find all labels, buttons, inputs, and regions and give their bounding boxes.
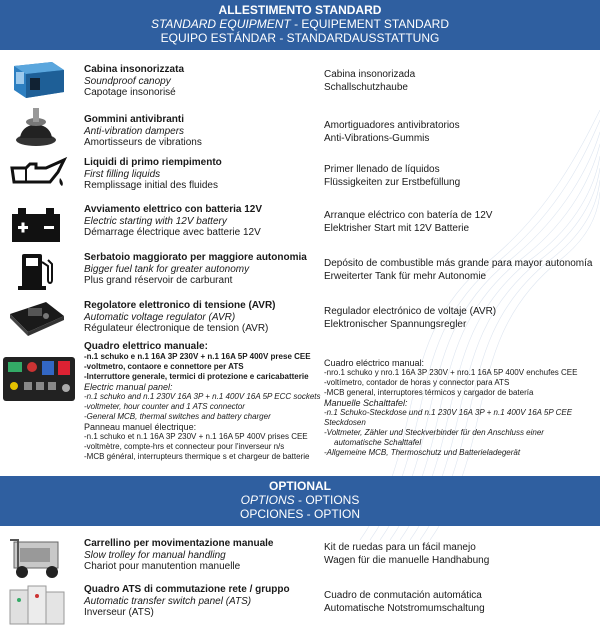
item-it: Liquidi di primo riempimento <box>84 157 222 168</box>
panel-it-title: Quadro elettrico manuale: <box>84 341 208 352</box>
avr-board-icon <box>6 296 68 342</box>
item-es: Regulador electrónico de voltaje (AVR) <box>324 306 497 317</box>
optional-header <box>0 476 600 526</box>
option-es: Cuadro de conmutación automática <box>324 590 482 601</box>
panel-es-line: -voltímetro, contador de horas y connector para ATS <box>324 378 510 387</box>
control-panel-icon <box>2 356 76 402</box>
item-es: Primer llenado de líquidos <box>324 164 440 175</box>
item-fr: Capotage insonorisé <box>84 87 176 98</box>
panel-en-title: Electric manual panel: <box>84 382 173 392</box>
item-fr: Amortisseurs de vibrations <box>84 137 202 148</box>
option-de: Wagen für die manuelle Handhabung <box>324 554 490 566</box>
option-de: Automatische Notstromumschaltung <box>324 602 485 614</box>
item-de: Elektronischer Spannungsregler <box>324 318 467 330</box>
item-it: Regolatore elettronico di tensione (AVR) <box>84 300 276 311</box>
item-it: Gommini antivibranti <box>84 114 185 125</box>
panel-it-line: -voltmetro, contaore e connettore per ATS <box>84 362 244 371</box>
item-fr: Remplissage initial des fluides <box>84 180 218 191</box>
battery-icon <box>6 204 68 244</box>
item-en: Bigger fuel tank for greater autonomy <box>84 263 250 275</box>
option-it: Carrellino per movimentazione manuale <box>84 538 274 549</box>
item-en: Electric starting with 12V battery <box>84 215 227 227</box>
item-es: Depósito de combustible más grande para mayor autonomía <box>324 258 593 269</box>
item-fr: Plus grand réservoir de carburant <box>84 275 233 286</box>
panel-en-line: -voltmeter, hour counter and 1 ATS connector <box>84 402 245 411</box>
option-fr: Chariot pour manutention manuelle <box>84 561 241 572</box>
anti-vibration-mount-icon <box>6 106 68 148</box>
item-it: Cabina insonorizzata <box>84 64 185 75</box>
item-fr: Démarrage électrique avec batterie 12V <box>84 227 261 238</box>
trolley-icon <box>6 534 68 580</box>
item-en: Anti-vibration dampers <box>84 125 185 137</box>
panel-es-line: -nro.1 schuko y nro.1 16A 3P 230V + nro.1 16A 5P 400V enchufes CEE <box>324 368 578 377</box>
item-it: Avviamento elettrico con batteria 12V <box>84 204 263 215</box>
ats-panel-icon <box>6 580 68 628</box>
item-es: Arranque eléctrico con batería de 12V <box>324 210 493 221</box>
item-fr: Régulateur électronique de tension (AVR) <box>84 323 269 334</box>
panel-de-title: Manuelle Schalttafel: <box>324 398 408 408</box>
panel-es-de <box>324 358 600 458</box>
panel-it-en-fr <box>84 342 321 462</box>
fuel-pump-icon <box>6 250 68 292</box>
panel-fr-title: Panneau manuel électrique: <box>84 422 197 432</box>
standard-subtitle-es-de: EQUIPO ESTÁNDAR - STANDARDAUSSTATTUNG <box>160 31 440 45</box>
optional-subtitle-es-de: OPCIONES - OPTION <box>239 507 360 521</box>
panel-it-line: -Interruttore generale, termici di protezione e caricabatterie <box>84 372 309 381</box>
panel-it-line: -n.1 schuko e n.1 16A 3P 230V + n.1 16A 5P 400V prese CEE <box>84 352 311 361</box>
panel-fr-line: -MCB général, interrupteurs thermique s et chargeur de batterie <box>84 452 310 461</box>
panel-de-line: -Allgemeine MCB, Thermoschutz und Batterieladegerät <box>324 448 521 457</box>
item-de: Elektrisher Start mit 12V Batterie <box>324 222 470 234</box>
standard-title: ALLESTIMENTO STANDARD <box>218 3 382 17</box>
item-de: Schallschutzhaube <box>324 81 408 93</box>
item-es: Amortiguadores antivibratorios <box>324 120 460 131</box>
item-de: Erweiterter Tank für mehr Autonomie <box>324 270 487 282</box>
item-en: Soundproof canopy <box>84 75 171 87</box>
optional-title: OPTIONAL <box>269 479 331 493</box>
item-en: Automatic voltage regulator (AVR) <box>84 311 236 323</box>
item-de: Flüssigkeiten zur Erstbefüllung <box>324 176 461 188</box>
option-fr: Inverseur (ATS) <box>84 607 154 618</box>
panel-es-title: Cuadro eléctrico manual: <box>324 358 425 368</box>
panel-en-line: -General MCB, thermal switches and battery charger <box>84 412 271 421</box>
oil-can-icon <box>6 154 68 196</box>
standard-subtitle: STANDARD EQUIPMENT - EQUIPEMENT STANDARD <box>150 17 450 31</box>
item-it: Serbatoio maggiorato per maggiore autonomia <box>84 252 307 263</box>
option-it: Quadro ATS di commutazione rete / gruppo <box>84 584 290 595</box>
option-en: Slow trolley for manual handling <box>84 549 226 561</box>
panel-en-line: -n.1 schuko and n.1 230V 16A 3P + n.1 400V 16A 5P ECC sockets <box>84 392 321 401</box>
panel-de-line: -n.1 Schuko-Steckdose und n.1 230V 16A 3P + n.1 400V 16A 5P CEE Steckdosen <box>324 408 573 427</box>
generator-canopy-icon <box>6 58 68 100</box>
panel-fr-line: -voltmètre, compte-hrs et connecteur pour l'inverseur n/s <box>84 442 285 451</box>
panel-fr-line: -n.1 schuko et n.1 16A 3P 230V + n.1 16A 5P 400V prises CEE <box>84 432 308 441</box>
option-en: Automatic transfer switch panel (ATS) <box>84 595 252 607</box>
item-de: Anti-Vibrations-Gummis <box>324 132 430 144</box>
standard-equipment-header <box>0 0 600 50</box>
option-es: Kit de ruedas para un fácil manejo <box>324 542 476 553</box>
optional-subtitle: OPTIONS - OPTIONS <box>240 493 360 507</box>
item-en: First filling liquids <box>84 168 161 180</box>
panel-de-line: automatische Schalttafel <box>334 438 422 447</box>
panel-es-line: -MCB general, interruptores térmicos y cargador de batería <box>324 388 534 397</box>
panel-de-line: -Voltmeter, Zähler und Steckverbinder für den Anschluss einer <box>324 428 544 437</box>
item-es: Cabina insonorizada <box>324 69 416 80</box>
